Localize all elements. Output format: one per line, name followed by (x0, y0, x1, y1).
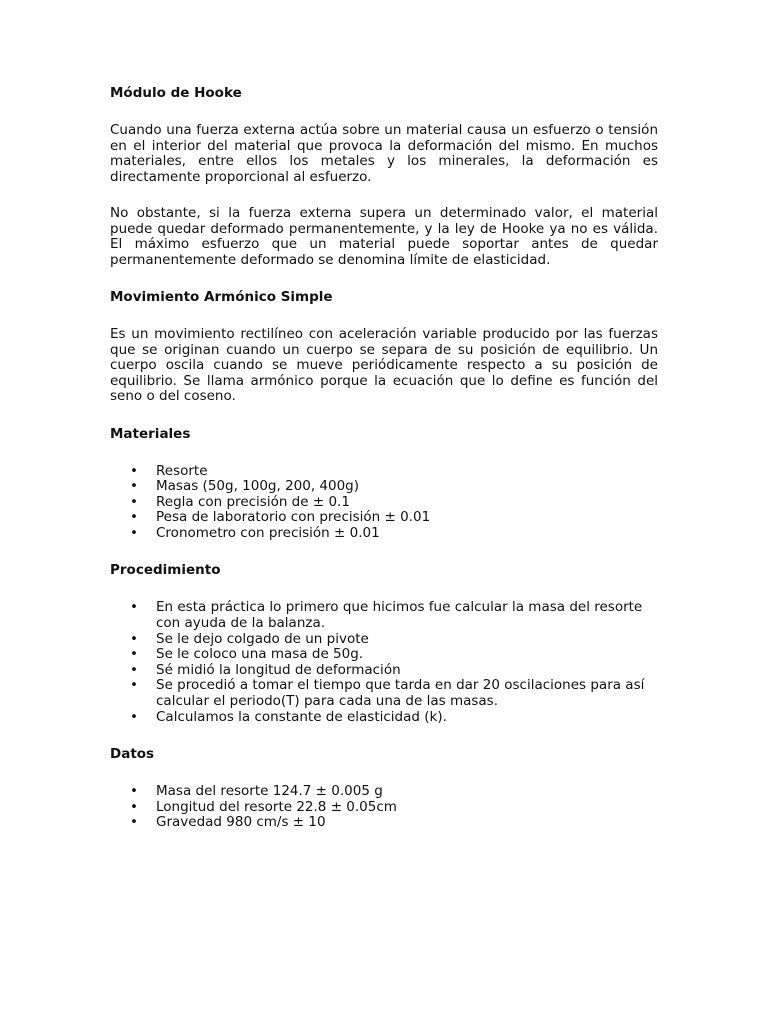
bullet-icon: • (130, 708, 138, 725)
list-item: • Cronometro con precisión ± 0.01 (130, 524, 380, 541)
list-item: • Se le dejo colgado de un pivote (130, 630, 369, 647)
list-item: • Se procedió a tomar el tiempo que tarda en dar 20 oscilaciones para así calcular el periodo(T) para cada una de las masas. (130, 677, 645, 710)
datos-list (110, 784, 658, 831)
list-item: • Se le coloco una masa de 50g. (130, 646, 364, 663)
heading-procedimiento: Procedimiento (110, 562, 221, 579)
procedimiento-list (110, 600, 658, 725)
bullet-icon: • (130, 814, 138, 831)
list-item: • Regla con precisión de ± 0.1 (130, 493, 350, 510)
bullet-icon: • (130, 462, 138, 479)
paragraph-mas-1: Es un movimiento rectilíneo con aceleración variable producido por las fuerzas que se originan cuando un cuerpo se separa de su posición de equilibrio. Un cuerpo oscila cuando se mueve periódicamente respecto a su posición de equilibrio. Se llama armónico porque la ecuación que lo define es función del seno o del coseno. (110, 326, 658, 404)
heading-materiales: Materiales (110, 425, 191, 442)
list-item: • En esta práctica lo primero que hicimos fue calcular la masa del resorte con ayuda de la balanza. (130, 599, 643, 632)
paragraph-hooke-2: No obstante, si la fuerza externa supera un determinado valor, el material puede quedar deformado permanentemente, y la ley de Hooke ya no es válida. El máximo esfuerzo que un material puede soportar antes de quedar permanentemente deformado se denomina límite de elasticidad. (110, 205, 658, 268)
bullet-icon: • (130, 783, 138, 800)
list-item: • Longitud del resorte 22.8 ± 0.05cm (130, 798, 397, 815)
list-item: • Calculamos la constante de elasticidad (k). (130, 708, 447, 725)
list-item: • Masa del resorte 124.7 ± 0.005 g (130, 783, 383, 800)
bullet-icon: • (130, 599, 138, 616)
heading-datos: Datos (110, 746, 155, 763)
bullet-icon: • (130, 478, 138, 495)
bullet-icon: • (130, 493, 138, 510)
bullet-icon: • (130, 677, 138, 694)
bullet-icon: • (130, 798, 138, 815)
bullet-icon: • (130, 524, 138, 541)
heading-modulo-de-hooke: Módulo de Hooke (110, 85, 242, 101)
materiales-list (110, 464, 658, 542)
paragraph-hooke-1: Cuando una fuerza externa actúa sobre un material causa un esfuerzo o tensión en el interior del material que provoca la deformación del mismo. En muchos materiales, entre ellos los metales y los minerales, la deformación es directamente proporcional al esfuerzo. (110, 122, 658, 185)
heading-movimiento-armonico: Movimiento Armónico Simple (110, 289, 333, 305)
bullet-icon: • (130, 661, 138, 678)
list-item: • Pesa de laboratorio con precisión ± 0.01 (130, 509, 431, 526)
list-item: • Masas (50g, 100g, 200, 400g) (130, 478, 360, 495)
list-item: • Sé midió la longitud de deformación (130, 661, 401, 678)
bullet-icon: • (130, 646, 138, 663)
bullet-icon: • (130, 630, 138, 647)
list-item: • Resorte (130, 462, 208, 479)
list-item: • Gravedad 980 cm/s ± 10 (130, 814, 326, 831)
bullet-icon: • (130, 509, 138, 526)
